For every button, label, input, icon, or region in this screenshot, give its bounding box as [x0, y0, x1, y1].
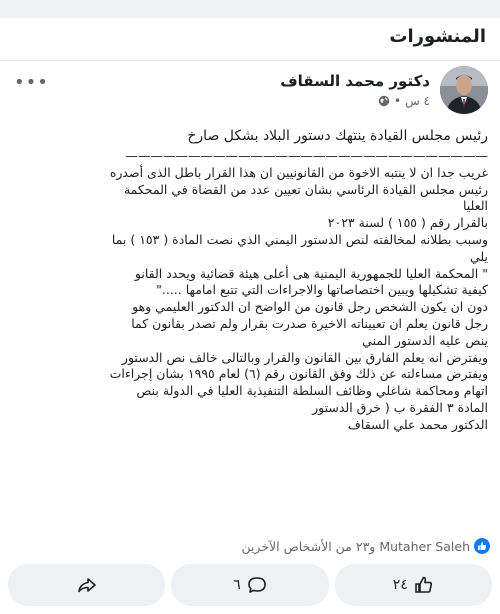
comment-count: ٦	[233, 577, 241, 593]
like-button[interactable]	[335, 564, 492, 606]
like-reaction-icon	[474, 538, 490, 554]
post-line: يلي	[469, 248, 488, 264]
post-line: " المحكمة العليا للجمهورية اليمنية هى أعلى هيئة قضائية ويحدد القانو	[134, 265, 488, 281]
post-line: المادة ٣ الفقرة ب ( خرق الدستور	[312, 399, 488, 415]
thumbs-up-icon	[414, 575, 434, 595]
post-line: الدكتور محمد علي السقاف	[347, 416, 488, 432]
post-line: ويفترض مساءلته عن ذلك وفق القانون رقم (٦) لعام ١٩٩٥ بشان إجراءات	[109, 366, 488, 382]
post-line: العليا	[462, 198, 488, 214]
more-options-button[interactable]: •••	[14, 72, 49, 93]
share-button[interactable]	[8, 564, 165, 606]
action-bar	[8, 564, 492, 606]
post-time[interactable]: ٤ س	[405, 94, 430, 108]
post-line: ويفترض انه يعلم الفارق بين القانون والقرار وبالتالى خالف نص الدستور	[121, 349, 488, 365]
post-meta	[378, 94, 430, 108]
post-body	[10, 126, 488, 434]
like-count: ٢٤	[392, 577, 408, 593]
top-band	[0, 0, 500, 18]
comment-bubble-icon	[247, 575, 267, 595]
reactions-text: Mutaher Saleh و٢٣ من الأشخاص الآخرين	[241, 538, 470, 554]
post-title: رئيس مجلس القيادة ينتهك دستور البلاد بشكل صارخ	[187, 128, 488, 144]
section-title: المنشورات	[389, 26, 486, 47]
post-line: بالقرار رقم ( ١٥٥ ) لسنة ٢٠٢٣	[327, 215, 488, 231]
globe-icon	[378, 95, 390, 107]
avatar-image	[440, 66, 488, 114]
post-line: رجل قانون يعلم ان تعييناته الاخيرة صدرت بقرار ولم تصدر بقانون كما	[131, 315, 488, 331]
post-line: رئيس مجلس القيادة الرئاسي بشان تعيين عدد من القضاة في المحكمة	[123, 181, 488, 197]
comment-button[interactable]	[171, 564, 328, 606]
post-line: ينص عليه الدستور المني	[362, 332, 488, 348]
author-name[interactable]: دكتور محمد السقاف	[280, 72, 430, 90]
post-line: اتهام ومحاكمة شاغلي وظائف السلطة التنفيذية العليا في الدولة بنص	[136, 383, 488, 399]
post-line: غريب جدا ان لا ينتبه الاخوة من القانونيين ان هذا القرار باطل الذى أصدره	[109, 164, 488, 180]
post-line: وسبب بطلانه لمخالفته لنص الدستور اليمني الذي نصت المادة ( ١٥٣ ) بما	[111, 231, 488, 247]
reactions-summary[interactable]	[10, 536, 490, 556]
post-line: —————————————————————————————	[125, 148, 488, 163]
post-header	[0, 66, 500, 118]
avatar[interactable]	[440, 66, 488, 114]
divider	[0, 60, 500, 61]
meta-separator: •	[394, 94, 402, 108]
share-arrow-icon	[77, 575, 97, 595]
post-line: دون ان يكون الشخص رجل قانون من الواضح ان الدكتور العليمي وهو	[132, 299, 488, 315]
post-line: كيفية تشكيلها ويبين اختصاصاتها والاجراءات التي تتبع امامها ....."	[156, 282, 488, 298]
